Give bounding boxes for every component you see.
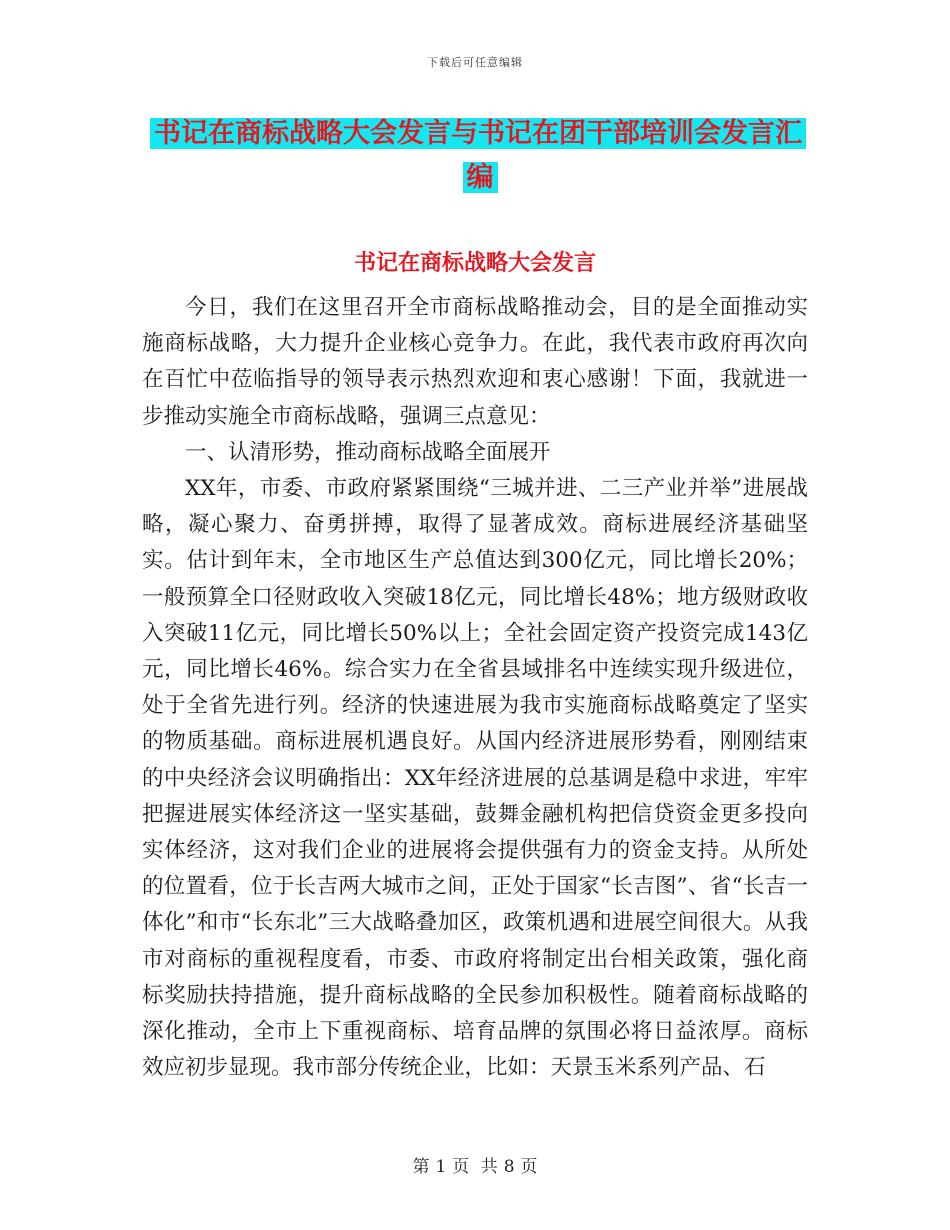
footer-prefix: 第 xyxy=(412,1157,430,1177)
page-header-note: 下载后可任意编辑 xyxy=(427,56,523,69)
footer-page-number: 1 xyxy=(435,1157,447,1177)
footer-total-pages: 8 xyxy=(503,1157,515,1177)
footer-middle: 页 共 xyxy=(452,1157,498,1177)
paragraph-heading-1: 一、认清形势，推动商标战略全面展开 xyxy=(185,439,551,465)
paragraph-intro: 今日，我们在这里召开全市商标战略推动会，目的是全面推动实施商标战略，大力提升企业核心竞争力。在此，我代表市政府再次向在百忙中莅临指导的领导表示热烈欢迎和衷心感谢！下面，我就进一步推动实施全市商标战略，强调三点意见： xyxy=(142,295,808,429)
document-body xyxy=(142,290,808,1086)
document-title xyxy=(140,112,820,200)
page-footer xyxy=(0,1152,950,1177)
paragraph-situation: XX年，市委、市政府紧紧围绕“三城并进、二三产业并举”进展战略，凝心聚力、奋勇拼搏，取得了显著成效。商标进展经济基础坚实。估计到年末，全市地区生产总值达到300亿元，同比增长20%；一般预算全口径财政收入突破18亿元，同比增长48%；地方级财政收入突破11亿元，同比增长50%以上；全社会固定资产投资完成143亿元，同比增长46%。综合实力在全省县域排名中连续实现升级进位，处于全省先进行列。经济的快速进展为我市实施商标战略奠定了坚实的物质基础。商标进展机遇良好。从国内经济进展形势看，刚刚结束的中央经济会议明确指出：XX年经济进展的总基调是稳中求进，牢牢把握进展实体经济这一坚实基础，鼓舞金融机构把信贷资金更多投向实体经济，这对我们企业的进展将会提供强有力的资金支持。从所处的位置看，位于长吉两大城市之间，正处于国家“长吉图”、省“长吉一体化”和市“长东北”三大战略叠加区，政策机遇和进展空间很大。从我市对商标的重视程度看，市委、市政府将制定出台相关政策，强化商标奖励扶持措施，提升商标战略的全民参加积极性。随着商标战略的深化推动，全市上下重视商标、培育品牌的氛围必将日益浓厚。商标效应初步显现。我市部分传统企业，比如：天景玉米系列产品、石 xyxy=(142,476,808,1081)
section-title: 书记在商标战略大会发言 xyxy=(353,250,596,276)
footer-suffix: 页 xyxy=(520,1157,538,1177)
document-title-text: 书记在商标战略大会发言与书记在团干部培训会发言汇编 xyxy=(150,118,806,193)
